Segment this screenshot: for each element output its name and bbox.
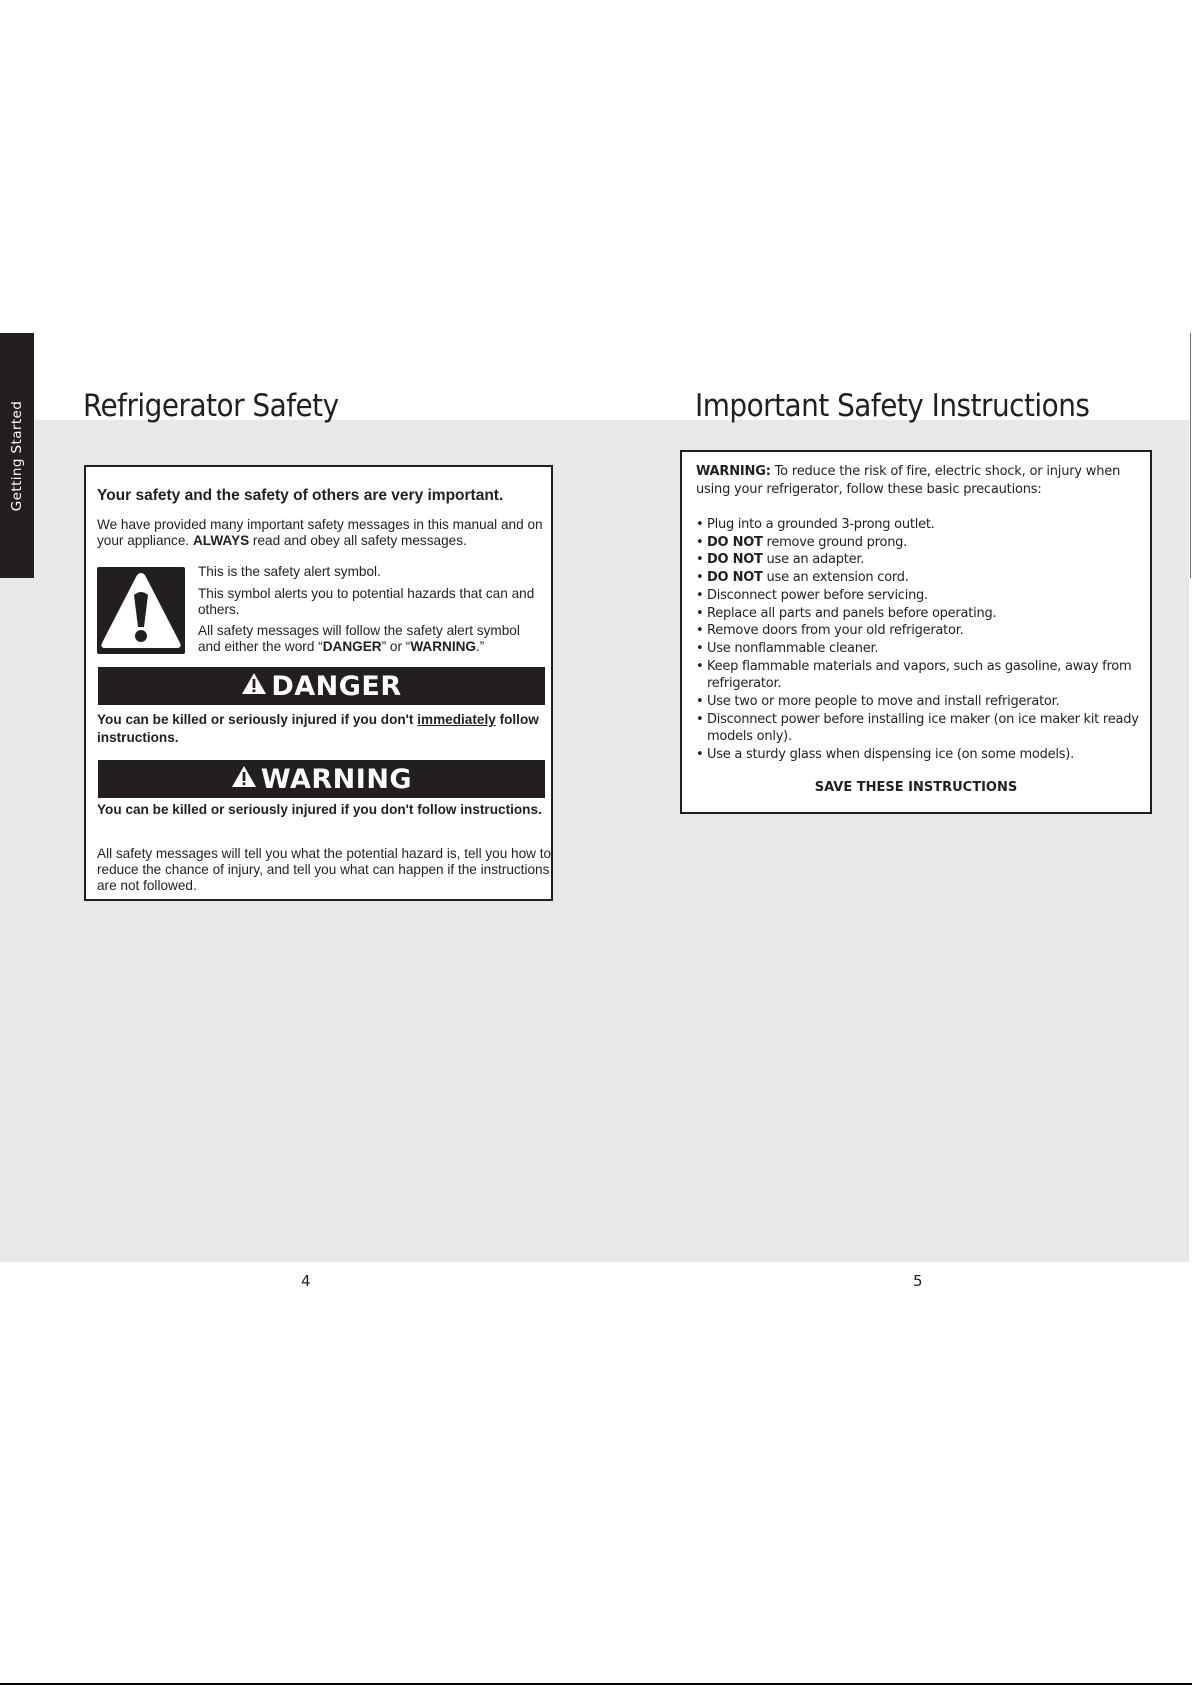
list-item: • DO NOT use an adapter. (696, 551, 1146, 569)
page-title-important-safety-instructions: Important Safety Instructions (695, 388, 1090, 424)
danger-label: DANGER (271, 670, 402, 702)
safety-alert-symbol-icon (97, 567, 185, 654)
warning-label: WARNING (260, 763, 413, 795)
page-number-left: 4 (301, 1272, 311, 1290)
warning-message: You can be killed or seriously injured if you don't follow instructions. (97, 802, 542, 817)
warning-triangle-icon (241, 671, 267, 702)
save-instructions-label: SAVE THESE INSTRUCTIONS (814, 780, 1018, 795)
safety-footer-text: All safety messages will tell you what the potential hazard is, tell you how to reduce the chance of injury, and tell you what can happen if the instructions are not followed. (97, 846, 552, 893)
page-number-right: 5 (913, 1272, 923, 1290)
list-item: • Disconnect power before installing ice maker (on ice maker kit ready models only). (696, 711, 1146, 746)
page-edge-divider (1190, 333, 1191, 578)
section-tab-label: Getting Started (9, 400, 25, 511)
symbol-description-3: All safety messages will follow the safety alert symbol and either the word “DANGER” or “WARNING.” (198, 623, 520, 654)
safety-intro: We have provided many important safety messages in this manual and on your appliance. ALWAYS read and obey all safety messages. (97, 517, 543, 548)
symbol-description-2: This symbol alerts you to potential hazards that can and others. (198, 586, 535, 617)
warning-triangle-icon (231, 764, 257, 795)
danger-message: You can be killed or seriously injured if you don't immediately follow instructions. (97, 712, 539, 745)
list-item: • Use two or more people to move and install refrigerator. (696, 693, 1146, 711)
warning-signal-bar (98, 760, 545, 798)
precautions-list (696, 516, 1146, 764)
list-item: • Keep flammable materials and vapors, such as gasoline, away from refrigerator. (696, 658, 1146, 693)
page-title-refrigerator-safety: Refrigerator Safety (83, 388, 339, 424)
safety-info-box (84, 465, 553, 901)
list-item: • Disconnect power before servicing. (696, 587, 1146, 605)
safety-heading: Your safety and the safety of others are very important. (97, 487, 504, 504)
list-item: • Use nonflammable cleaner. (696, 640, 1146, 658)
list-item: • DO NOT use an extension cord. (696, 569, 1146, 587)
precautions-warning: WARNING: To reduce the risk of fire, electric shock, or injury when using your refrigerator, follow these basic precautions: (696, 464, 1121, 497)
danger-signal-bar (98, 667, 545, 705)
section-tab-getting-started (0, 333, 34, 578)
list-item: • Replace all parts and panels before operating. (696, 605, 1146, 623)
symbol-description-1: This is the safety alert symbol. (198, 564, 381, 579)
list-item: • Remove doors from your old refrigerator. (696, 622, 1146, 640)
list-item: • Plug into a grounded 3-prong outlet. (696, 516, 1146, 534)
list-item: • Use a sturdy glass when dispensing ice (on some models). (696, 746, 1146, 764)
list-item: • DO NOT remove ground prong. (696, 534, 1146, 552)
important-safety-instructions-box (680, 450, 1152, 814)
